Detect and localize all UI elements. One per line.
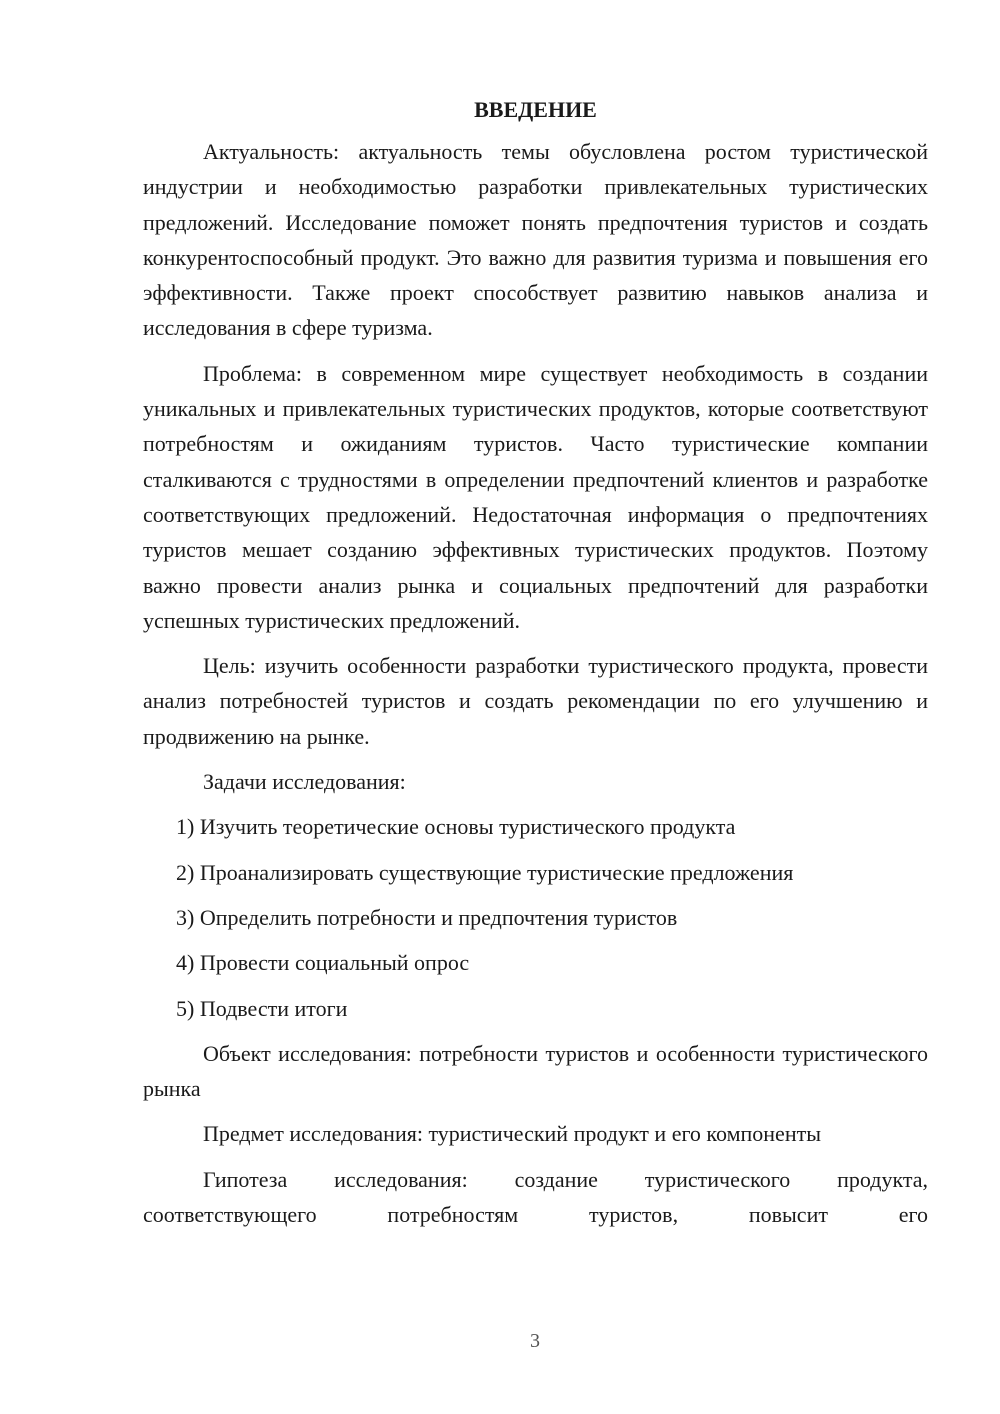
paragraph-subject: Предмет исследования: туристический продукт и его компоненты (203, 1121, 821, 1147)
tasks-heading: Задачи исследования: (203, 769, 406, 795)
page-number: 3 (530, 1330, 540, 1352)
task-item: 4) Провести социальный опрос (176, 950, 470, 976)
task-item: 3) Определить потребности и предпочтения туристов (176, 904, 678, 930)
paragraph-object: Объект исследования: потребности туристов и особенности туристического рынка (143, 1040, 928, 1102)
paragraph-relevance: Актуальность: актуальность темы обусловлена ростом туристической индустрии и необходимостью разработки привлекательных туристических предложений. Исследование поможет понять предпочтения туристов и создать конкурентоспособный продукт. Это важно для развития туризма и повышения его эффективности. Также проект способствует развитию навыков анализа и исследования в сфере туризма. (143, 139, 928, 341)
page-title: ВВЕДЕНИЕ (474, 97, 597, 122)
paragraph-problem: Проблема: в современном мире существует необходимость в создании уникальных и привлекательных туристических продуктов, которые соответствуют потребностям и ожиданиям туристов. Часто туристические компании сталкиваются с трудностями в определении предпочтений клиентов и разработке соответствующих предложений. Недостаточная информация о предпочтениях туристов мешает созданию эффективных туристических продуктов. Поэтому важно провести анализ рынка и социальных предпочтений для разработки успешных туристических предложений. (143, 360, 928, 633)
task-item: 2) Проанализировать существующие туристические предложения (176, 859, 794, 885)
tasks-list (143, 809, 928, 1025)
document-page (143, 92, 928, 1242)
task-item: 5) Подвести итоги (176, 995, 348, 1021)
task-item: 1) Изучить теоретические основы туристического продукта (176, 814, 736, 840)
paragraph-goal: Цель: изучить особенности разработки туристического продукта, провести анализ потребностей туристов и создать рекомендации по его улучшению и продвижению на рынке. (143, 653, 928, 749)
paragraph-hypothesis: Гипотеза исследования: создание туристического продукта, соответствующего потребностям туристов, повысит его (143, 1166, 928, 1228)
